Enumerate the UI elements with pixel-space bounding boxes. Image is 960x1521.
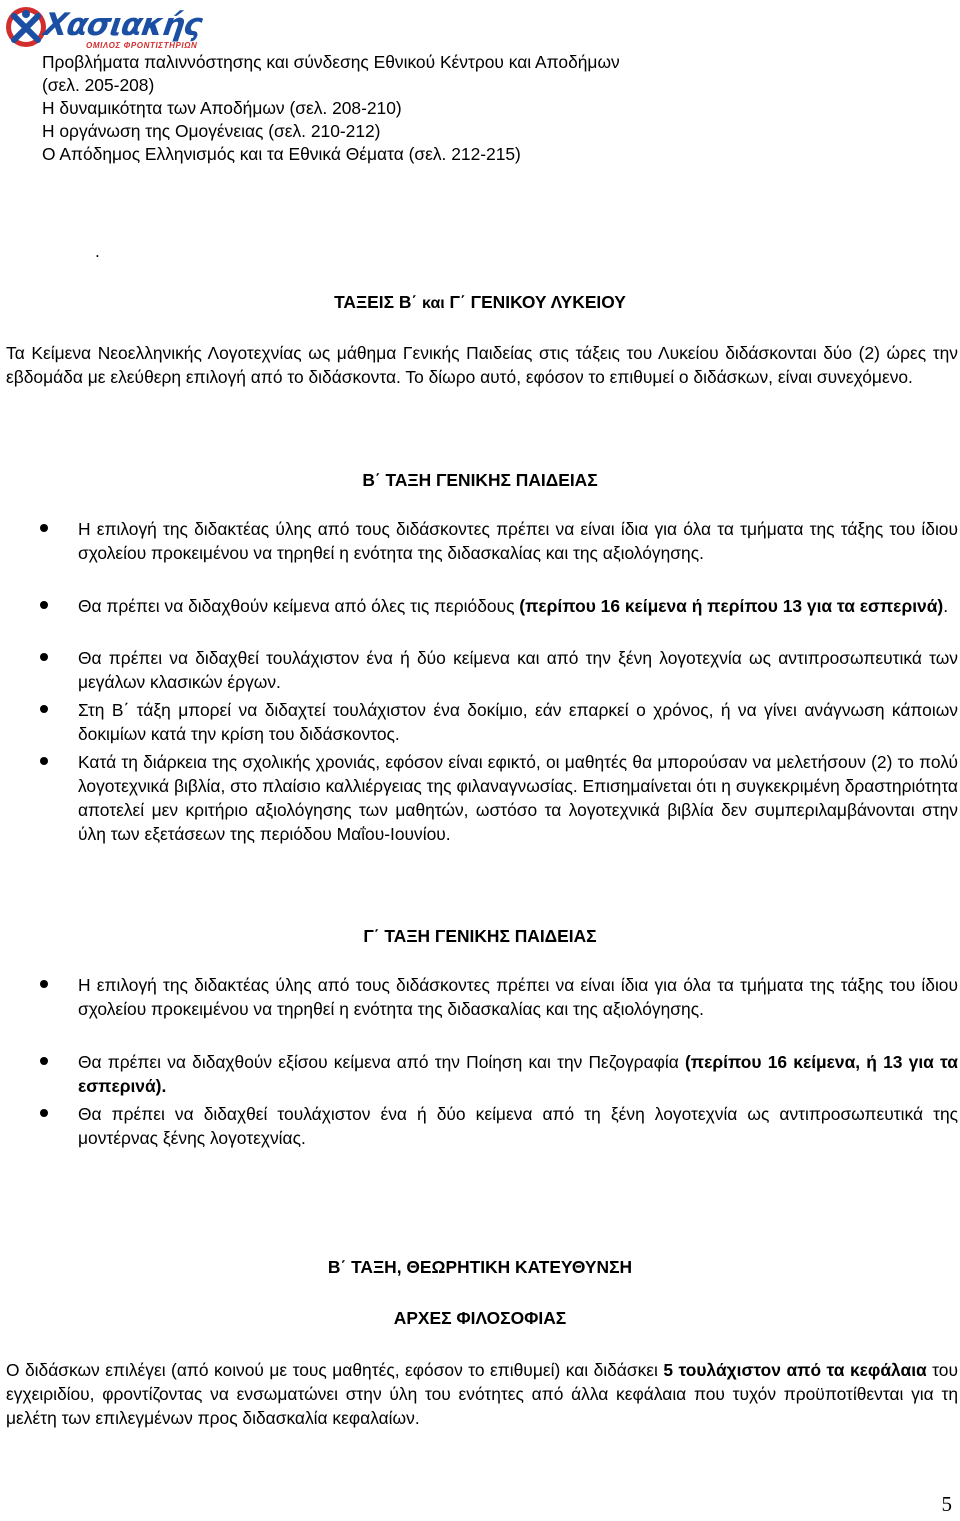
b-list-item-2: Θα πρέπει να διδαχθούν κείμενα από όλες τις περιόδους (περίπου 16 κείμενα ή περίπου 13 για τα εσπερινά). xyxy=(78,596,949,616)
b-list-item-4: Στη Β΄ τάξη μπορεί να διδαχτεί τουλάχιστον ένα δοκίμιο, εάν επαρκεί ο χρόνος, ή να γίνει ανάγνωση κάποιων δοκιμίων κατά την κρίση του διδάσκοντος. xyxy=(78,700,958,744)
bullet-icon xyxy=(40,757,48,765)
subject-heading-philosophy: ΑΡΧΕΣ ΦΙΛΟΣΟΦΙΑΣ xyxy=(393,1308,567,1328)
page-number: 5 xyxy=(941,1492,952,1516)
philosophy-paragraph: Ο διδάσκων επιλέγει (από κοινού με τους μαθητές, εφόσον το επιθυμεί) και διδάσκει 5 τουλάχιστον από τα κεφάλαια του εγχειριδίου, φροντίζοντας να ενσωματώνει στην ύλη του ενότητες από άλλα κεφάλαια που τυχόν προϋποτίθενται για τη μελέτη των επιλεγμένων προς διδασκαλία κεφαλαίων. xyxy=(6,1360,958,1428)
bullet-icon xyxy=(40,601,48,609)
bullet-icon xyxy=(40,1109,48,1117)
toc-line-2: (σελ. 205-208) xyxy=(42,75,155,95)
bullet-icon xyxy=(40,524,48,532)
section-heading-g-taxi: Γ΄ ΤΑΞΗ ΓΕΝΙΚΗΣ ΠΑΙΔΕΙΑΣ xyxy=(363,926,597,946)
logo-wordmark: Χασιακής xyxy=(41,7,204,43)
b-list-item-3: Θα πρέπει να διδαχθεί τουλάχιστον ένα ή δύο κείμενα και από την ξένη λογοτεχνία ως αντιπροσωπευτικά των μεγάλων κλασικών έργων. xyxy=(78,648,958,692)
stray-dot: . xyxy=(95,241,100,261)
section-heading-b-c-lykeiou: ΤΑΞΕΙΣ Β΄ και Γ΄ ΓΕΝΙΚΟΥ ΛΥΚΕΙΟΥ xyxy=(334,292,626,312)
toc-line-3: Η δυναμικότητα των Αποδήμων (σελ. 208-210) xyxy=(42,98,402,118)
b-list-item-5: Κατά τη διάρκεια της σχολικής χρονιάς, εφόσον είναι εφικτό, οι μαθητές θα μπορούσαν να μελετήσουν (2) το πολύ λογοτεχνικά βιβλία, στο πλαίσιο καλλιέργειας της φιλαναγνωσίας. Επισημαίνεται ότι η συγκεκριμένη δραστηριότητα αποτελεί μεν κριτήριο αξιολόγησης των μαθητών, ωστόσο τα λογοτεχνικά βιβλία δεν συμπεριλαμβάνονται στην ύλη των εξετάσεων της περιόδου Μαΐου-Ιουνίου. xyxy=(78,752,958,844)
bullet-icon xyxy=(40,1057,48,1065)
g-list-item-3: Θα πρέπει να διδαχθεί τουλάχιστον ένα ή δύο κείμενα από τη ξένη λογοτεχνία ως αντιπροσωπευτικά της μοντέρνας ξένης λογοτεχνίας. xyxy=(78,1104,958,1148)
section-heading-b-taxi: Β΄ ΤΑΞΗ ΓΕΝΙΚΗΣ ΠΑΙΔΕΙΑΣ xyxy=(362,470,598,490)
intro-paragraph: Τα Κείμενα Νεοελληνικής Λογοτεχνίας ως μάθημα Γενικής Παιδείας στις τάξεις του Λυκείου διδάσκονται δύο (2) ώρες την εβδομάδα με ελεύθερη επιλογή από το διδάσκοντα. Το δίωρο αυτό, εφόσον το επιθυμεί ο διδάσκων, είναι συνεχόμενο. xyxy=(6,343,958,387)
toc-line-4: Η οργάνωση της Ομογένειας (σελ. 210-212) xyxy=(42,121,381,141)
logo-subtitle: ΟΜΙΛΟΣ ΦΡΟΝΤΙΣΤΗΡΙΩΝ xyxy=(86,41,198,50)
g-list-item-2: Θα πρέπει να διδαχθούν εξίσου κείμενα από την Ποίηση και την Πεζογραφία (περίπου 16 κείμενα, ή 13 για τα εσπερινά). xyxy=(78,1052,958,1096)
bullet-icon xyxy=(40,653,48,661)
section-heading-theoritiki: Β΄ ΤΑΞΗ, ΘΕΩΡΗΤΙΚΗ ΚΑΤΕΥΘΥΝΣΗ xyxy=(327,1257,633,1277)
g-list-item-1: Η επιλογή της διδακτέας ύλης από τους διδάσκοντες πρέπει να είναι ίδια για όλα τα τμήματα της τάξης του ίδιου σχολείου προκειμένου να τηρηθεί η ενότητα της διδασκαλίας και της αξιολόγησης. xyxy=(78,975,958,1019)
toc-line-1: Προβλήματα παλιννόστησης και σύνδεσης Εθνικού Κέντρου και Αποδήμων xyxy=(42,52,620,72)
b-list-item-1: Η επιλογή της διδακτέας ύλης από τους διδάσκοντες πρέπει να είναι ίδια για όλα τα τμήματα της τάξης του ίδιου σχολείου προκειμένου να τηρηθεί η ενότητα της διδασκαλίας και της αξιολόγησης. xyxy=(78,519,958,563)
bullet-icon xyxy=(40,705,48,713)
publisher-logo xyxy=(4,4,204,52)
bullet-icon xyxy=(40,980,48,988)
toc-line-5: Ο Απόδημος Ελληνισμός και τα Εθνικά Θέματα (σελ. 212-215) xyxy=(42,144,521,164)
